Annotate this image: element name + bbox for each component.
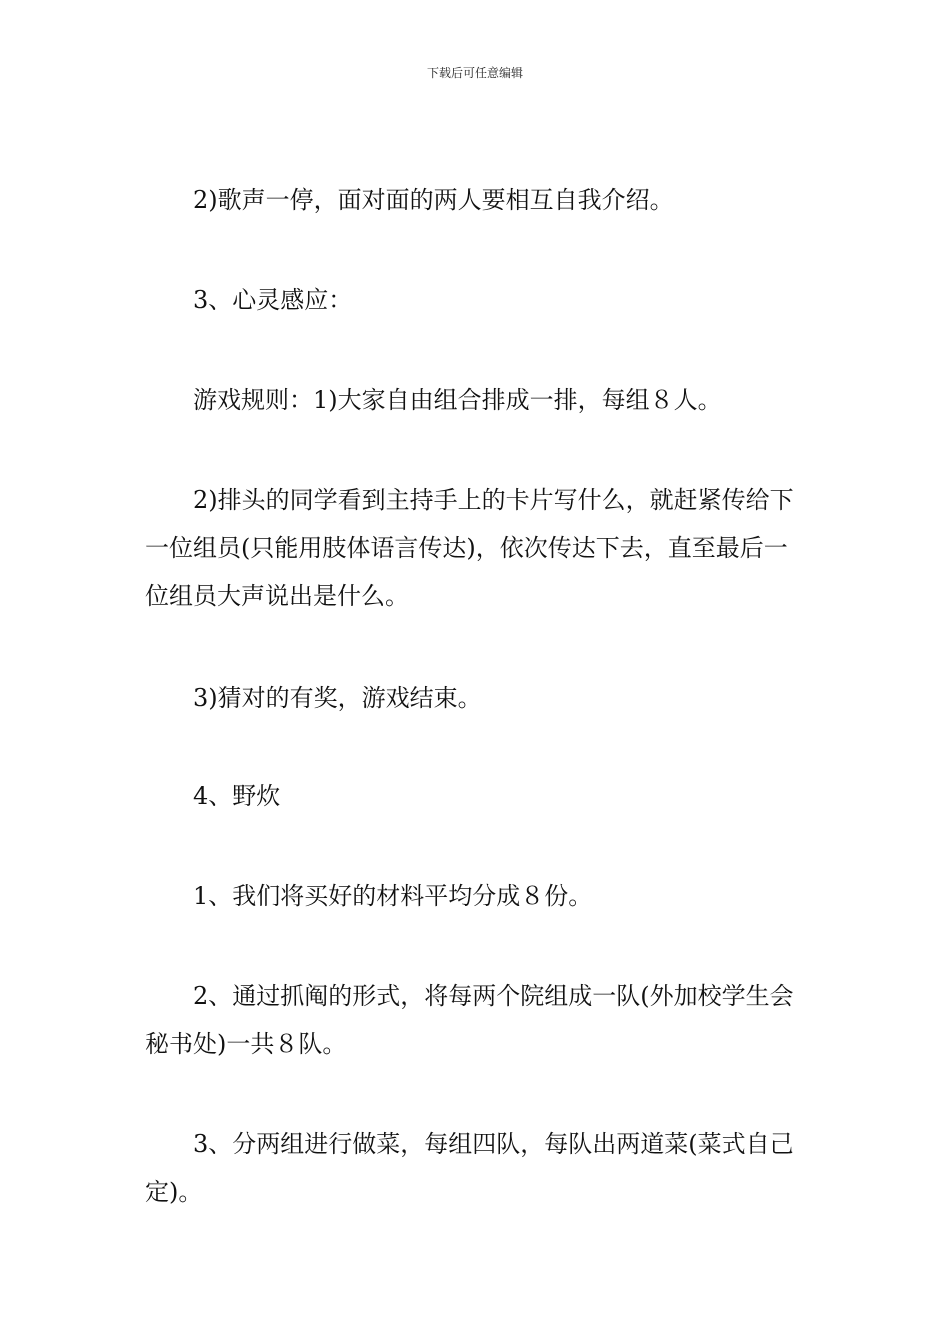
paragraph-step-1: 1、我们将买好的材料平均分成８份。: [193, 882, 593, 910]
section-heading-4: 4、野炊: [193, 782, 281, 810]
paragraph-2: 2)排头的同学看到主持手上的卡片写什么，就赶紧传给下一位组员(只能用肢体语言传达)，依次传达下去，直至最后一位组员大声说出是什么。: [145, 486, 794, 610]
paragraph-step-3: 3、分两组进行做菜，每组四队，每队出两道菜(菜式自己定)。: [145, 1130, 794, 1206]
paragraph-rules: 游戏规则：1)大家自由组合排成一排，每组８人。: [193, 386, 722, 414]
paragraph-3: 3)猜对的有奖，游戏结束。: [193, 684, 482, 712]
paragraph-1: 2)歌声一停，面对面的两人要相互自我介绍。: [193, 186, 674, 214]
section-heading-3: 3、心灵感应：: [193, 286, 353, 314]
paragraph-step-2: 2、通过抓阄的形式，将每两个院组成一队(外加校学生会秘书处)一共８队。: [145, 982, 794, 1058]
page-header-note: 下载后可任意编辑: [426, 66, 523, 80]
